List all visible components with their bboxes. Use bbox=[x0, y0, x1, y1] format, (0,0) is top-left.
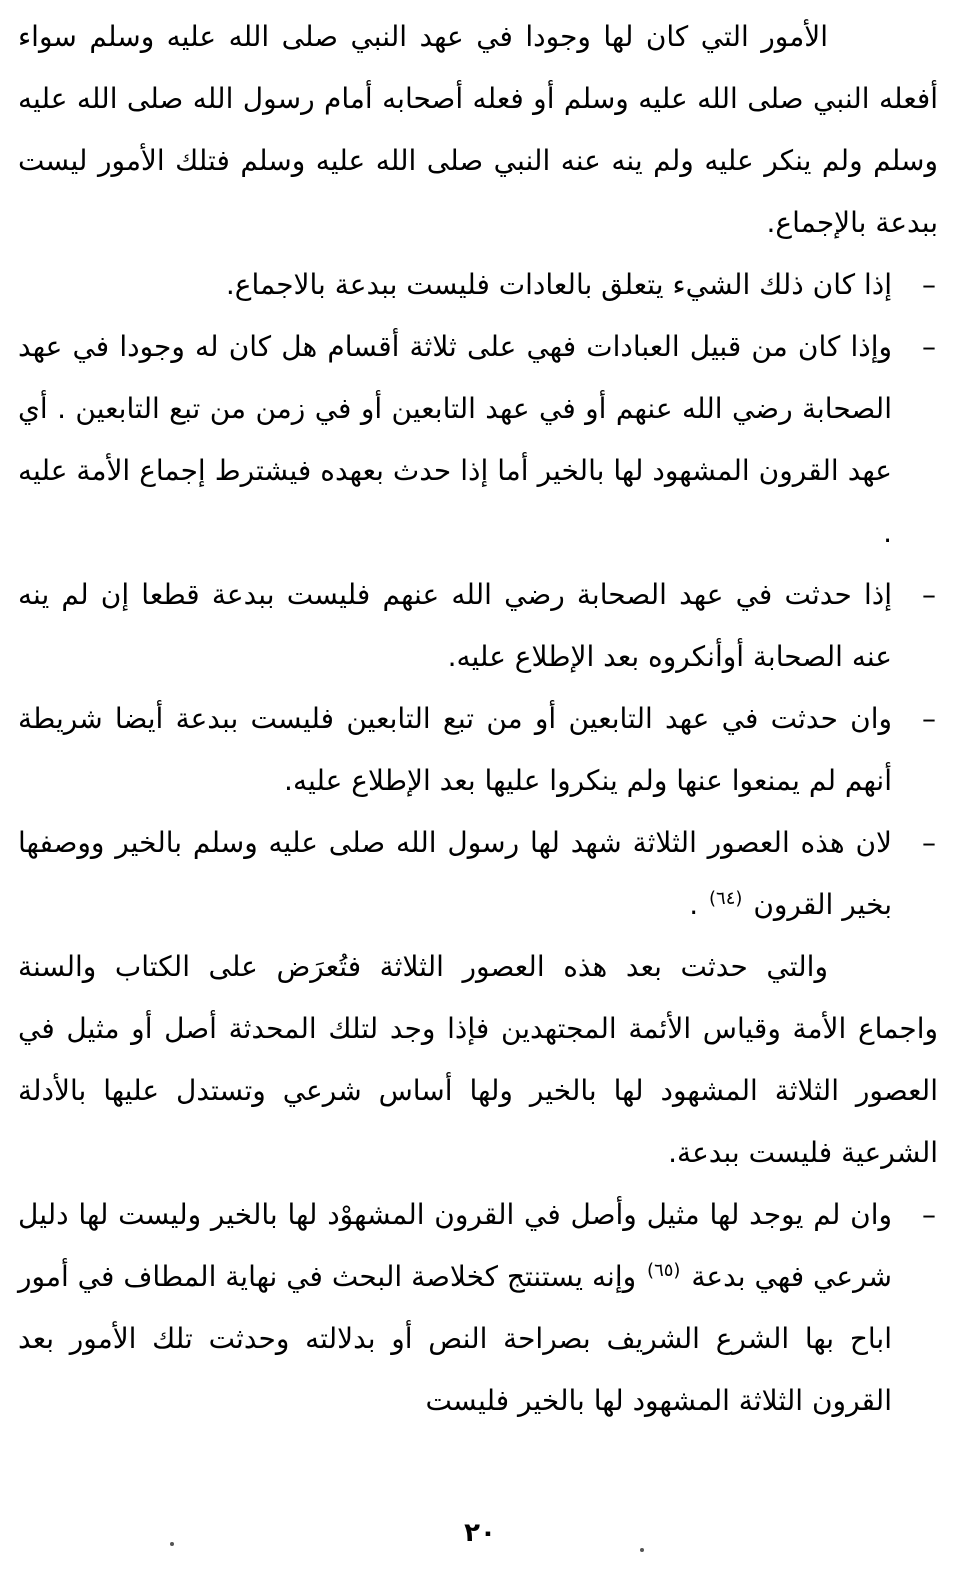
bullet-dash: – bbox=[922, 702, 936, 735]
bullet-dash: – bbox=[922, 268, 936, 301]
bullet-worship bbox=[18, 316, 938, 564]
bullet-dash: – bbox=[922, 826, 936, 859]
bullet-customs bbox=[18, 254, 938, 316]
footnote-ref-65[interactable]: (٦٥) bbox=[647, 1259, 681, 1281]
bullet-text-continued: وإنه يستنتج كخلاصة البحث في نهاية المطاف في أمور اباح بها الشرع الشريف بصراحة النص أو بدلالته وحدثت تلك الأمور بعد القرون الثلاثة المشهود لها بالخير فليست bbox=[18, 1260, 892, 1417]
bullet-text: وإذا كان من قبيل العبادات فهي على ثلاثة أقسام هل كان له وجودا في عهد الصحابة رضي الله عنهم أو في عهد التابعين أو في زمن من تبع التابعين . أي عهد القرون المشهود لها بالخير أما إذا حدث بعهده فيشترط إجماع الأمة عليه . bbox=[18, 330, 892, 549]
bullet-companions bbox=[18, 564, 938, 688]
bullet-dash: – bbox=[922, 330, 936, 363]
scan-speck bbox=[640, 1548, 644, 1552]
bullet-text: وان لم يوجد لها مثيل وأصل في القرون المشهوْد لها بالخير وليست لها دليل شرعي فهي بدعة bbox=[18, 1198, 892, 1293]
bullet-dash: – bbox=[922, 1198, 936, 1231]
footnote-ref-64[interactable]: (٦٤) bbox=[709, 887, 743, 909]
paragraph-text: والتي حدثت بعد هذه العصور الثلاثة فتُعرَض على الكتاب والسنة واجماع الأمة وقياس الأئمة المجتهدين فإذا وجد لتلك المحدثة أصل أو مثيل في العصور الثلاثة المشهود لها بالخير ولها أساس شرعي وتستدل عليها بالأدلة الشرعية فليست ببدعة. bbox=[18, 950, 938, 1169]
bullet-dash: – bbox=[922, 578, 936, 611]
paragraph-text: الأمور التي كان لها وجودا في عهد النبي صلى الله عليه وسلم سواء أفعله النبي صلى الله عليه وسلم أو فعله أصحابه أمام رسول الله صلى الله عليه وسلم ولم ينكر عليه ولم ينه عنه النبي صلى الله عليه وسلم فتلك الأمور ليست ببدعة بالإجماع. bbox=[18, 20, 938, 239]
bullet-three-eras bbox=[18, 812, 938, 936]
scan-speck bbox=[170, 1542, 174, 1546]
paragraph-prophet-era bbox=[18, 6, 938, 254]
bullet-text: إذا كان ذلك الشيء يتعلق بالعادات فليست ببدعة بالاجماع. bbox=[225, 268, 892, 301]
bullet-text: لان هذه العصور الثلاثة شهد لها رسول الله صلى عليه وسلم بالخير ووصفها بخير القرون bbox=[18, 826, 892, 921]
bullet-text: وان حدثت في عهد التابعين أو من تبع التابعين فليست ببدعة أيضا شريطة أنهم لم يمنعوا عنها ولم ينكروا عليها بعد الإطلاع عليه. bbox=[18, 702, 892, 797]
bullet-followers bbox=[18, 688, 938, 812]
page-number: ٢٠ bbox=[464, 1518, 496, 1548]
bullet-text: إذا حدثت في عهد الصحابة رضي الله عنهم فليست ببدعة قطعا إن لم ينه عنه الصحابة أوأنكروه بعد الإطلاع عليه. bbox=[18, 578, 892, 673]
bullet-innovation-conclusion bbox=[18, 1184, 938, 1432]
page-body bbox=[18, 6, 938, 1432]
paragraph-later-eras bbox=[18, 936, 938, 1184]
bullet-text-end: . bbox=[689, 888, 699, 921]
